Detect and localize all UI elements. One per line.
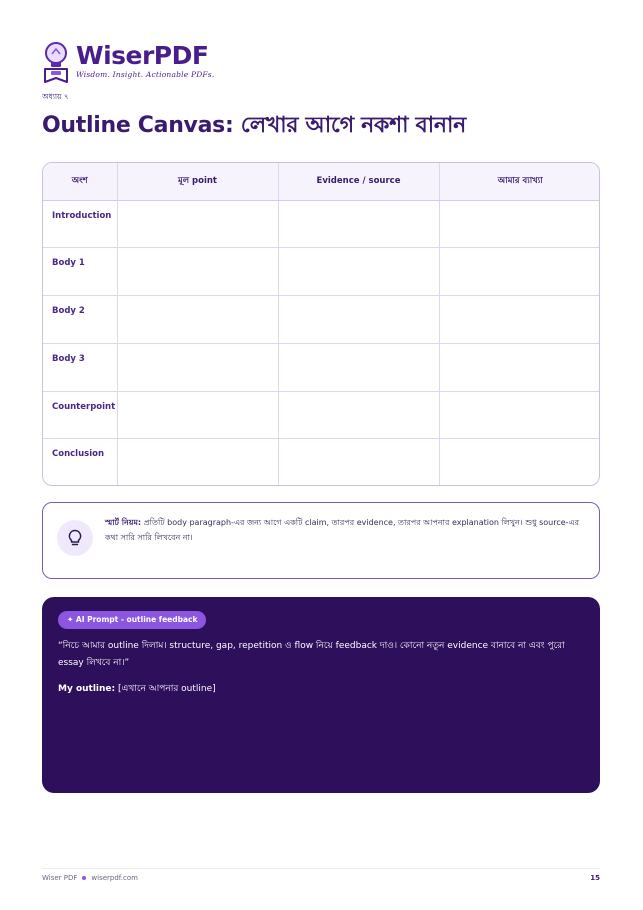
table-row <box>43 391 600 439</box>
row-label: Counterpoint <box>43 391 117 439</box>
tip-body: প্রতিটি body paragraph-এর জন্য আগে একটি claim, তারপর evidence, তারপর আপনার explanation লিখুন। শুধু source-এর কথা সারি সারি লিখবেন না। <box>105 518 580 542</box>
tip-bold: স্মার্ট নিয়ম: <box>105 518 142 527</box>
cell-main-point[interactable] <box>117 439 278 486</box>
chapter-label: অধ্যায় ৭ <box>42 92 69 101</box>
footer-divider <box>42 868 600 869</box>
header-section: অংশ <box>43 163 117 200</box>
row-label: Body 1 <box>43 248 117 296</box>
cell-evidence[interactable] <box>278 200 439 248</box>
table-header-row <box>43 163 600 200</box>
cell-evidence[interactable] <box>278 391 439 439</box>
cell-evidence[interactable] <box>278 248 439 296</box>
lightbulb-icon <box>57 520 93 556</box>
brand-name: WiserPDF <box>76 41 209 70</box>
row-label: Introduction <box>43 200 117 248</box>
cell-main-point[interactable] <box>117 200 278 248</box>
header-explanation: আমার ব্যাখ্যা <box>439 163 600 200</box>
footer-brand-name: Wiser PDF <box>42 874 78 882</box>
row-label: Body 2 <box>43 296 117 344</box>
cell-main-point[interactable] <box>117 343 278 391</box>
header-main-point: মূল point <box>117 163 278 200</box>
page-title: Outline Canvas: লেখার আগে নকশা বানান <box>42 113 466 138</box>
header-evidence: Evidence / source <box>278 163 439 200</box>
table-row <box>43 439 600 486</box>
brand-tagline: Wisdom. Insight. Actionable PDFs. <box>76 70 215 79</box>
lightbulb-logo-icon <box>42 42 70 86</box>
footer-brand <box>42 874 138 882</box>
table-row <box>43 343 600 391</box>
dot-icon <box>82 876 86 880</box>
ai-prompt-text: “নিচে আমার outline দিলাম। structure, gap, repetition ও flow নিয়ে feedback দাও। কোনো নতুন evidence বানাবে না এবং পুরো essay লিখবে না।” <box>58 641 565 668</box>
tip-box <box>42 502 600 579</box>
cell-evidence[interactable] <box>278 439 439 486</box>
outline-table <box>42 162 600 486</box>
cell-explanation[interactable] <box>439 343 600 391</box>
cell-explanation[interactable] <box>439 248 600 296</box>
outline-label: My outline: <box>58 684 116 694</box>
cell-main-point[interactable] <box>117 248 278 296</box>
brand-logo <box>42 42 214 86</box>
outline-placeholder: [এখানে আপনার outline] <box>115 684 216 694</box>
cell-main-point[interactable] <box>117 391 278 439</box>
table-row <box>43 248 600 296</box>
table-row <box>43 200 600 248</box>
cell-main-point[interactable] <box>117 296 278 344</box>
ai-outline-line <box>58 681 216 696</box>
page-number: 15 <box>590 874 600 882</box>
tip-text <box>105 515 593 545</box>
cell-explanation[interactable] <box>439 439 600 486</box>
footer-site: wiserpdf.com <box>91 874 138 882</box>
ai-prompt-panel <box>42 597 600 793</box>
cell-evidence[interactable] <box>278 296 439 344</box>
ai-prompt-badge: ✦ AI Prompt - outline feedback <box>58 611 206 629</box>
cell-explanation[interactable] <box>439 296 600 344</box>
row-label: Body 3 <box>43 343 117 391</box>
cell-explanation[interactable] <box>439 391 600 439</box>
row-label: Conclusion <box>43 439 117 486</box>
cell-evidence[interactable] <box>278 343 439 391</box>
cell-explanation[interactable] <box>439 200 600 248</box>
table-row <box>43 296 600 344</box>
